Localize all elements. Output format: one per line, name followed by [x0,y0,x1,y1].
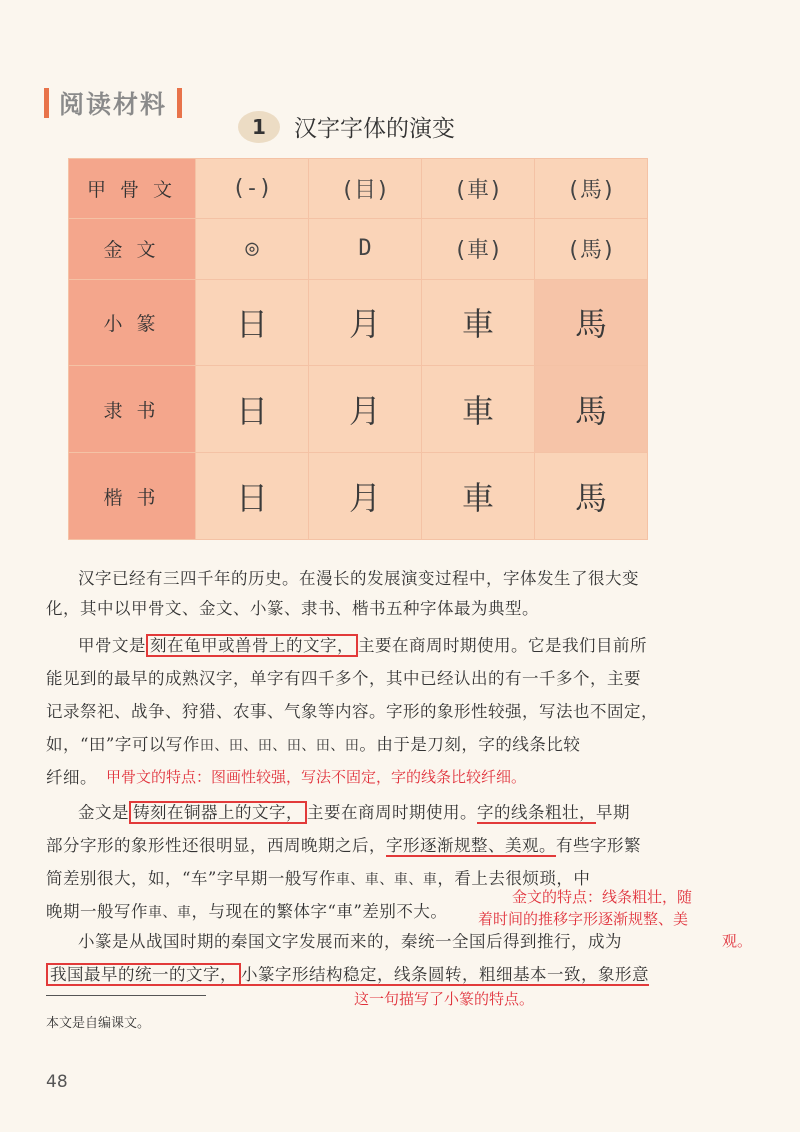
footnote-rule [46,995,206,996]
glyph-cell: 月 [309,279,422,366]
text-span: 金文是 [78,803,129,822]
table-row [69,453,648,540]
row-label: 甲骨文 [69,159,196,219]
row-label: 金文 [69,219,196,279]
text-span: 简差别很大，如，“车”字早期一般写作 [46,869,336,888]
glyph-cell: 馬 [535,279,648,366]
text-span: 如，“田”字可以写作 [46,735,200,754]
glyph-cell: (-) [196,159,309,219]
section-header [44,86,182,120]
underlined-text: 小篆字形结构稳定，线条圆转，粗细基本一致，象形意 [241,965,649,984]
glyph-cell: 車 [422,453,535,540]
lesson-title-text: 汉字字体的演变 [294,116,455,142]
paragraph-line: 汉字已经有三四千年的历史。在漫长的发展演变过程中，字体发生了很大变 [78,569,639,588]
glyph-cell: (目) [309,159,422,219]
highlight-box: 刻在龟甲或兽骨上的文字， [146,634,358,657]
handwritten-note-xiaozhuan: 这一句描写了小篆的特点。 [354,990,535,1008]
table-row [69,279,648,366]
row-label: 楷书 [69,453,196,540]
glyph-cell: (車) [422,159,535,219]
glyph-cell: ◎ [196,219,309,279]
paragraph-line [46,898,447,922]
text-span: 早期 [596,803,630,822]
handwritten-note-jinwen-line2: 着时间的推移字形逐渐规整、美 [478,910,689,928]
glyph-cell: 日 [196,453,309,540]
glyph-cell: 馬 [535,453,648,540]
paragraph-line [46,595,539,619]
text-span: 。由于是刀刻，字的线条比较 [359,735,581,754]
glyph-cell: (馬) [535,219,648,279]
glyph-cell: 日 [196,279,309,366]
inline-glyphs: 車、車 [148,905,192,921]
paragraph-line [46,865,590,889]
table-row [69,366,648,453]
text-span: 部分字形的象形性还很明显，西周晚期之后， [46,836,386,855]
underlined-text: 字形逐渐规整、美观。 [386,836,556,855]
handwritten-note-jinwen-line3: 观。 [722,932,753,950]
handwritten-note-jinwen-line1: 金文的特点：线条粗壮，随 [512,888,693,906]
glyph-cell: 日 [196,366,309,453]
glyph-cell: (馬) [535,159,648,219]
text-span: 甲骨文是 [78,636,146,655]
glyph-cell: (車) [422,219,535,279]
glyph-cell: 月 [309,453,422,540]
text-span: 晚期一般写作 [46,902,148,921]
glyph-cell: 車 [422,279,535,366]
section-title: 阅读材料 [59,90,168,119]
lesson-title [238,110,455,143]
paragraph-line: 记录祭祀、战争、狩猎、农事、气象等内容。字形的象形性较强，写法也不固定， [46,702,658,721]
glyph-cell: D [309,219,422,279]
paragraph-line [78,632,647,656]
handwritten-note-jiaguwen: 甲骨文的特点：图画性较强，写法不固定，字的线条比较纤细。 [106,768,527,786]
row-label: 隶书 [69,366,196,453]
table-row [69,219,648,279]
paragraph-line [46,832,641,856]
paragraph-line: 小篆是从战国时期的秦国文字发展而来的，秦统一全国后得到推行，成为 [78,932,622,951]
glyph-cell: 車 [422,366,535,453]
page-number: 48 [46,1072,68,1092]
header-bar-right [177,88,182,118]
underlined-text: 字的线条粗壮， [477,803,596,822]
glyph-cell: 馬 [535,366,648,453]
text-span: 有些字形繁 [556,836,641,855]
text-span: 主要在商周时期使用。它是我们目前所 [358,636,647,655]
paragraph-line [46,961,649,985]
text-span: ，与现在的繁体字“車”差别不大。 [191,902,448,921]
highlight-box: 我国最早的统一的文字， [46,963,241,986]
table-row [69,159,648,219]
inline-glyphs: 田、田、田、田、田、田 [199,738,360,754]
row-label: 小篆 [69,279,196,366]
lesson-number-badge: 1 [238,111,280,143]
paragraph-line: 能见到的最早的成熟汉字，单字有四千多个，其中已经认出的有一千多个，主要 [46,669,641,688]
inline-glyphs: 車、車、車、車 [335,872,438,888]
highlight-box: 铸刻在铜器上的文字， [129,801,307,824]
text-span: 化，其中以甲骨文、金文、小篆、隶书、楷书五种字体最为典型。 [46,599,539,618]
paragraph-line [46,731,580,755]
script-evolution-table [68,158,648,540]
paragraph-line: 纤细。 [46,768,97,787]
text-span: ，看上去很烦琐，中 [437,869,591,888]
paragraph-line [78,799,630,823]
text-span: 主要在商周时期使用。 [307,803,477,822]
header-bar-left [44,88,49,118]
footnote: 本文是自编课文。 [46,1016,151,1031]
glyph-cell: 月 [309,366,422,453]
